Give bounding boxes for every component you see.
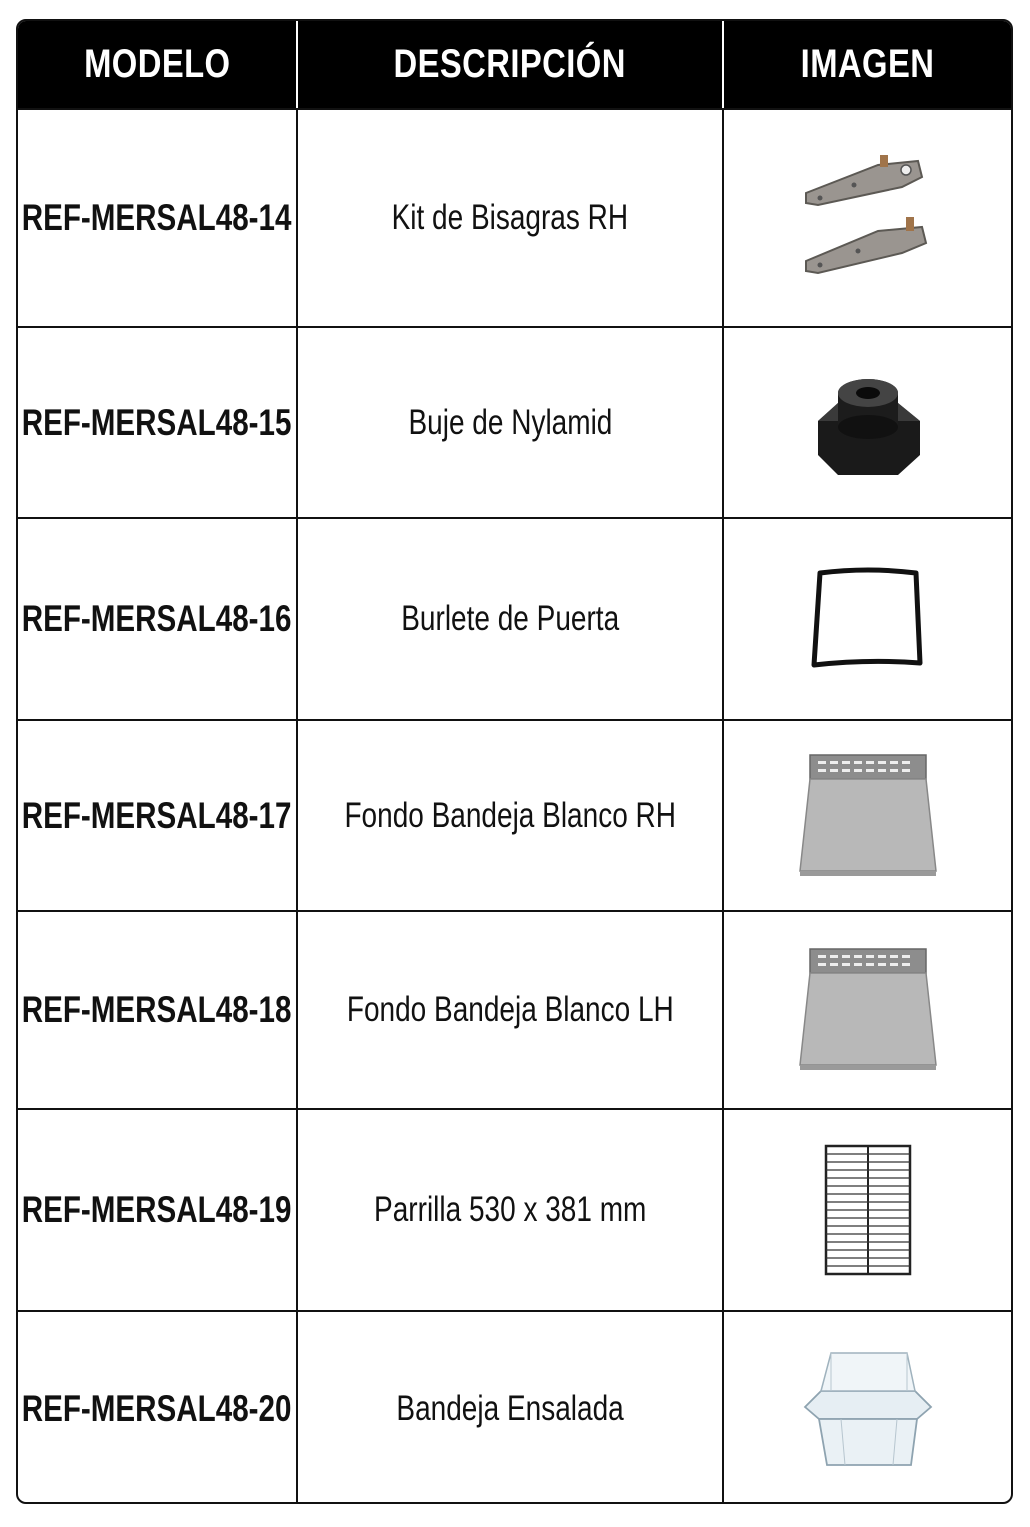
image-cell [724, 1312, 1011, 1504]
model-cell [18, 912, 298, 1108]
model-cell [18, 1110, 298, 1310]
header-cell-description [298, 21, 724, 108]
model-code: REF-MERSAL48-16 [22, 598, 292, 639]
model-cell [18, 721, 298, 910]
model-cell [18, 328, 298, 517]
description-text: Kit de Bisagras RH [391, 198, 629, 237]
description-cell [298, 519, 724, 719]
nylon-bushing-icon [808, 363, 928, 483]
model-code: REF-MERSAL48-20 [22, 1388, 292, 1429]
model-cell [18, 519, 298, 719]
description-text: Bandeja Ensalada [396, 1389, 624, 1428]
image-cell [724, 912, 1011, 1108]
image-cell [724, 110, 1011, 326]
description-cell [298, 912, 724, 1108]
description-cell [298, 1312, 724, 1504]
header-image-label: IMAGEN [800, 42, 935, 86]
description-cell [298, 110, 724, 326]
header-cell-image [724, 21, 1011, 108]
description-text: Buje de Nylamid [408, 402, 612, 442]
image-cell [724, 519, 1011, 719]
tray-bottom-icon [796, 945, 940, 1075]
table-row [18, 910, 1011, 1108]
table-row [18, 108, 1011, 326]
image-cell [724, 721, 1011, 910]
model-code: REF-MERSAL48-15 [22, 401, 292, 443]
table-header [18, 21, 1011, 108]
table-row [18, 517, 1011, 719]
image-cell [724, 1110, 1011, 1310]
model-code: REF-MERSAL48-19 [22, 1189, 292, 1230]
door-gasket-icon [808, 565, 928, 673]
description-text: Burlete de Puerta [401, 599, 619, 638]
salad-pan-icon [801, 1347, 935, 1471]
description-text: Parrilla 530 x 381 mm [373, 1190, 647, 1229]
image-cell [724, 328, 1011, 517]
description-text: Fondo Bandeja Blanco LH [346, 990, 674, 1029]
table-row [18, 719, 1011, 910]
description-text: Fondo Bandeja Blanco RH [344, 795, 676, 835]
parts-table [16, 19, 1013, 1504]
description-cell [298, 1110, 724, 1310]
model-code: REF-MERSAL48-17 [22, 794, 292, 836]
header-cell-model [18, 21, 298, 108]
model-code: REF-MERSAL48-14 [22, 197, 292, 238]
table-row [18, 1108, 1011, 1310]
description-cell [298, 328, 724, 517]
model-cell [18, 1312, 298, 1504]
tray-bottom-icon [796, 751, 940, 881]
table-row [18, 1310, 1011, 1504]
model-code: REF-MERSAL48-18 [22, 989, 292, 1030]
header-description-label: DESCRIPCIÓN [393, 42, 627, 86]
hinge-kit-icon [798, 153, 938, 283]
model-cell [18, 110, 298, 326]
description-cell [298, 721, 724, 910]
wire-grill-icon [823, 1143, 913, 1277]
table-row [18, 326, 1011, 517]
header-model-label: MODELO [83, 42, 231, 86]
